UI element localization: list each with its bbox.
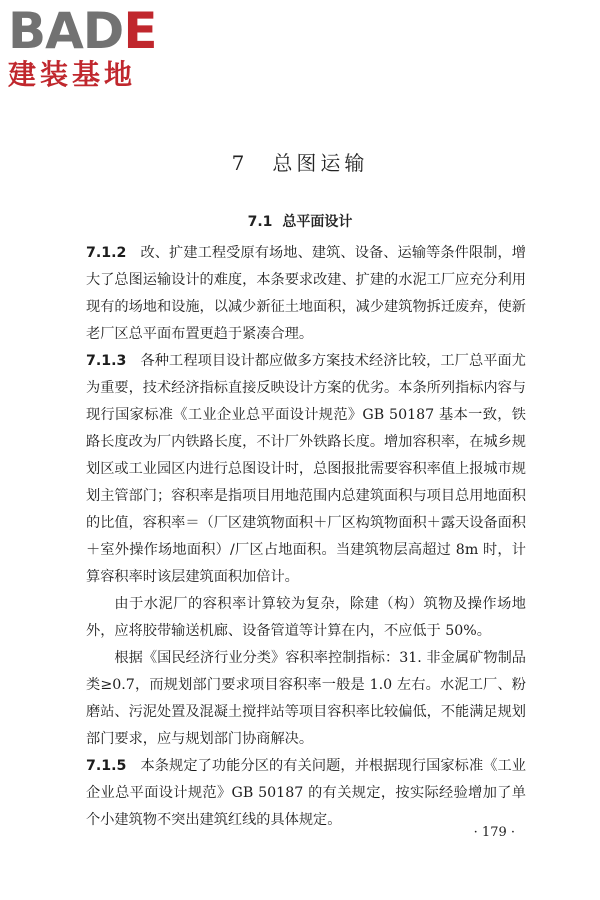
clause-paragraph <box>86 240 526 348</box>
clause-text: 各种工程项目设计都应做多方案技术经济比较，工厂总平面尤为重要，技术经济指标直接反映设计方案的优劣。本条所列指标内容与现行国家标准《工业企业总平面设计规范》GB 50187 基本一致，铁路长度改为厂内铁路长度，不计厂外铁路长度。增加容积率，在城乡规划区或工业园区内进行总图设计时，总图报批需要容积率值上报城市规划主管部门；容积率是指项目用地范围内总建筑面积与项目总用地面积的比值，容积率＝（厂区建筑物面积＋厂区构筑物面积＋露天设备面积＋室外操作场地面积）/厂区占地面积。当建筑物层高超过 8m 时，计算容积率时该层建筑面积加倍计。 <box>86 353 526 585</box>
clause-text: 改、扩建工程受原有场地、建筑、设备、运输等条件限制，增大了总图运输设计的难度，本条要求改建、扩建的水泥工厂应充分利用现有的场地和设施，以减少新征土地面积，减少建筑物拆迁废弃，使新老厂区总平面布置更趋于紧凑合理。 <box>86 245 526 342</box>
clause-text: 本条规定了功能分区的有关问题，并根据现行国家标准《工业企业总平面设计规范》GB 50187 的有关规定，按实际经验增加了单个小建筑物不突出建筑红线的具体规定。 <box>86 758 526 828</box>
logo-wordmark-prefix: BAD <box>8 2 124 60</box>
brand-logo <box>8 4 183 94</box>
document-body <box>86 240 526 834</box>
clause-number: 7.1.5 <box>86 758 127 774</box>
logo-wordmark <box>8 4 178 58</box>
body-paragraph: 根据《国民经济行业分类》容积率控制指标：31. 非金属矿物制品类≥0.7，而规划部门要求项目容积率一般是 1.0 左右。水泥工厂、粉磨站、污泥处置及混凝土搅拌站等项目容积率比较偏低，不能满足规划部门要求，应与规划部门协商解决。 <box>86 650 526 747</box>
section-title: 总平面设计 <box>282 214 353 230</box>
body-paragraph: 由于水泥厂的容积率计算较为复杂，除建（构）筑物及操作场地外，应将胶带输送机廊、设备管道等计算在内，不应低于 50%。 <box>86 596 526 639</box>
chapter-title: 7 总图运输 <box>231 151 369 175</box>
page-number: · 179 · <box>473 825 515 840</box>
section-heading <box>0 210 600 234</box>
clause-number: 7.1.2 <box>86 245 127 261</box>
section-number: 7.1 <box>247 214 273 230</box>
logo-chinese-name: 建装基地 <box>8 58 137 91</box>
logo-wordmark-accent: E <box>123 2 157 60</box>
clause-paragraph <box>86 348 526 591</box>
clause-number: 7.1.3 <box>86 353 127 369</box>
